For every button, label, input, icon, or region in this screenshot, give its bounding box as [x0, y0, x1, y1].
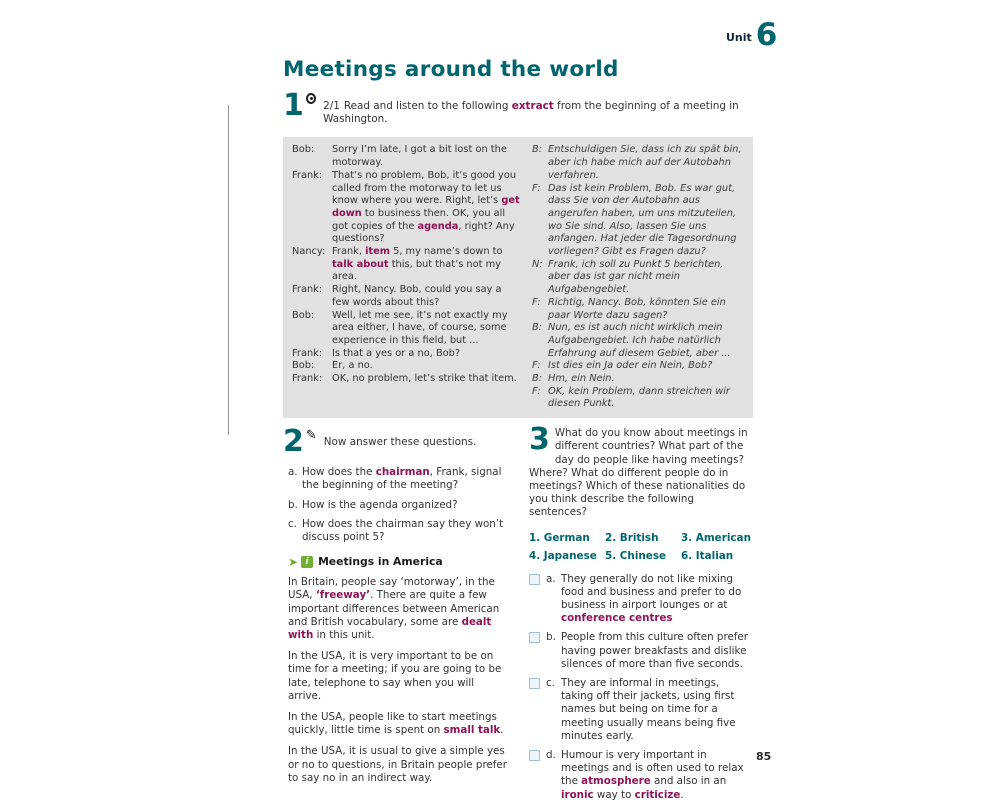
speaker-label: Bob:: [292, 309, 315, 321]
unit-tag: [726, 17, 778, 53]
dialogue-line-german: [532, 373, 744, 386]
speaker-label: B:: [532, 373, 543, 385]
dialogue-line: [292, 348, 520, 361]
speaker-label: B:: [532, 144, 543, 156]
dialogue-line-german: [532, 259, 744, 297]
speaker-label: Nancy:: [292, 246, 326, 258]
exercise1-number: 1: [283, 88, 304, 123]
dialogue-line: [292, 310, 520, 348]
dialogue-line-german: [532, 183, 744, 259]
question-text: How does the chairman say they won’t discuss point 5?: [302, 517, 504, 543]
item-text: They are informal in meetings, taking off their jackets, using first names but being on time for a meeting usually means being five minutes early.: [561, 677, 736, 742]
exercise1-header: [283, 88, 753, 126]
dialogue-text: Das ist kein Problem, Bob. Es war gut, dass Sie von der Autobahn aus angerufen haben, um uns mitzuteilen, wo Sie sind. Also, lassen Sie uns anfangen. Hat jeder die Tagesordnung vorliegen? Gibt es Fragen dazu?: [548, 182, 737, 258]
exercise2-questions: [283, 466, 521, 544]
dialogue-text: Er, a no.: [332, 360, 373, 372]
question-item: [288, 499, 510, 512]
answer-checkbox[interactable]: [529, 750, 540, 761]
dialogue-line-german: [532, 386, 744, 411]
speaker-label: N:: [532, 258, 543, 270]
nationality-option: 3. American: [681, 531, 751, 544]
dialogue-line: [292, 373, 520, 386]
dialogue-german-column: [532, 144, 744, 411]
dialogue-text: Hm, ein Nein.: [548, 373, 615, 385]
speaker-label: F:: [532, 385, 541, 397]
info-box-title: Meetings in America: [318, 555, 443, 569]
dialogue-text: Nun, es ist auch nicht wirklich mein Aufgabengebiet. Ich habe natürlich Erfahrung auf diesem Gebiet, aber ...: [548, 322, 731, 359]
question-letter: a.: [288, 466, 298, 479]
dialogue-line-german: [532, 360, 744, 373]
nationality-option: 1. German: [529, 531, 590, 544]
dialogue-text: Richtig, Nancy. Bob, könnten Sie ein paar Worte dazu sagen?: [548, 296, 726, 321]
nationality-option: 4. Japanese: [529, 549, 597, 562]
answer-checkbox[interactable]: [529, 678, 540, 689]
unit-label: Unit: [726, 31, 752, 45]
info-paragraph: In the USA, it is usual to give a simple yes or no to questions, in Britain people prefer to say no in an indirect way.: [288, 745, 507, 784]
unit-number: 6: [755, 17, 778, 53]
dialogue-text: Right, Nancy. Bob, could you say a few words about this?: [332, 284, 502, 308]
left-column: [283, 424, 521, 800]
dialogue-line: [292, 144, 520, 169]
audio-cd-icon: [306, 93, 316, 104]
speaker-label: Frank:: [292, 373, 323, 385]
dialogue-text: That’s no problem, Bob, it’s good you called from the motorway to let us know where you were. Right, let’s get down to business then. OK, you all got copies of the agenda, right? Any questions?: [332, 169, 520, 245]
info-icon: i: [301, 556, 313, 568]
checklist-item: [529, 749, 753, 800]
margin-rule: [228, 105, 229, 435]
item-text: They generally do not like mixing food and business and prefer to do business in airport lounges or at conference centres: [561, 572, 742, 625]
track-number: 2/1: [323, 100, 340, 112]
info-arrow-icon: ➤: [288, 554, 299, 569]
speaker-label: F:: [532, 360, 541, 372]
page-content: [283, 57, 753, 800]
pencil-icon: ✎: [305, 428, 317, 444]
dialogue-text: OK, kein Problem, dann streichen wir diesen Punkt.: [548, 385, 730, 410]
speaker-label: Frank:: [292, 284, 323, 296]
info-box-header: [288, 555, 509, 568]
exercise3-intro: [529, 422, 753, 519]
dialogue-line-german: [532, 144, 744, 182]
item-letter: d.: [546, 749, 556, 762]
dialogue-line: [292, 284, 520, 309]
exercise3-number: 3: [529, 422, 550, 458]
lower-columns: [283, 422, 753, 800]
question-text: How is the agenda organized?: [302, 498, 458, 511]
dialogue-text: OK, no problem, let’s strike that item.: [332, 373, 517, 385]
nationality-option: 5. Chinese: [605, 549, 667, 562]
exercise3-checklist: [529, 573, 753, 800]
dialogue-text: Is that a yes or a no, Bob?: [332, 347, 461, 359]
item-letter: c.: [546, 677, 555, 690]
page-title: Meetings around the world: [283, 57, 619, 82]
info-paragraph: In the USA, it is very important to be on time for a meeting; if you are going to be late, telephone to say when you will arrive.: [288, 650, 502, 702]
question-letter: c.: [288, 517, 297, 530]
speaker-label: F:: [532, 182, 541, 194]
exercise2-instruction: Now answer these questions.: [323, 436, 477, 449]
checklist-item: [529, 631, 753, 671]
item-text: Humour is very important in meetings and is often used to relax the atmosphere and also in an ironic way to criticize.: [561, 749, 744, 800]
nationality-option: 2. British: [605, 531, 659, 544]
answer-checkbox[interactable]: [529, 632, 540, 643]
nationality-options: [529, 532, 753, 562]
question-item: [288, 466, 510, 492]
dialogue-line-german: [532, 322, 744, 360]
dialogue-text: Ist dies ein Ja oder ein Nein, Bob?: [548, 360, 713, 372]
answer-checkbox[interactable]: [529, 574, 540, 585]
dialogue-text: Frank, ich soll zu Punkt 5 berichten, aber das ist gar nicht mein Aufgabengebiet.: [548, 258, 724, 296]
dialogue-line-german: [532, 297, 744, 322]
page-number: 85: [756, 750, 772, 763]
exercise3-intro-text: What do you know about meetings in different countries? What part of the day do people like having meetings? Where? What do different people do in meetings? Which of these nationalities do you think describe the following sentences?: [529, 427, 748, 519]
dialogue-text: Entschuldigen Sie, dass ich zu spät bin, aber ich habe mich auf der Autobahn verfahren.: [548, 144, 742, 181]
info-box: [283, 555, 509, 785]
exercise1-instruction: [323, 91, 753, 126]
checklist-item: [529, 677, 753, 743]
item-letter: b.: [546, 631, 556, 644]
speaker-label: B:: [532, 322, 543, 334]
item-text: People from this culture often prefer having power breakfasts and dislike silences of more than five seconds.: [561, 631, 748, 670]
exercise2-number: 2: [283, 424, 304, 460]
question-item: [288, 518, 510, 544]
info-paragraph: In the USA, people like to start meetings quickly, little time is spent on small talk.: [288, 711, 504, 737]
speaker-label: Bob:: [292, 360, 315, 372]
question-text: How does the chairman, Frank, signal the beginning of the meeting?: [302, 466, 502, 492]
nationality-option: 6. Italian: [681, 549, 734, 562]
dialogue-line: [292, 246, 520, 284]
exercise1-instruction-text: Read and listen to the following extract from the beginning of a meeting in Washington.: [323, 100, 739, 126]
dialogue-line: [292, 360, 520, 373]
dialogue-text: Well, let me see, it’s not exactly my area either, I have, of course, some experience in this field, but ...: [332, 309, 508, 346]
speaker-label: Frank:: [292, 347, 323, 359]
dialogue-box: [283, 137, 753, 418]
exercise2-header: [283, 424, 521, 460]
question-letter: b.: [288, 498, 298, 511]
dialogue-text: Sorry I’m late, I got a bit lost on the motorway.: [332, 144, 507, 169]
speaker-label: Frank:: [292, 169, 323, 181]
info-paragraph: In Britain, people say ‘motorway’, in the USA, ‘freeway’. There are quite a few important differences between American and British vocabulary, some are dealt with in this unit.: [288, 576, 500, 641]
speaker-label: Bob:: [292, 144, 315, 156]
speaker-label: F:: [532, 296, 541, 308]
item-letter: a.: [546, 572, 556, 585]
checklist-item: [529, 573, 753, 626]
dialogue-english-column: [292, 144, 520, 411]
dialogue-line: [292, 170, 520, 246]
right-column: [529, 422, 753, 800]
dialogue-text: Frank, item 5, my name’s down to talk about this, but that’s not my area.: [332, 246, 503, 283]
